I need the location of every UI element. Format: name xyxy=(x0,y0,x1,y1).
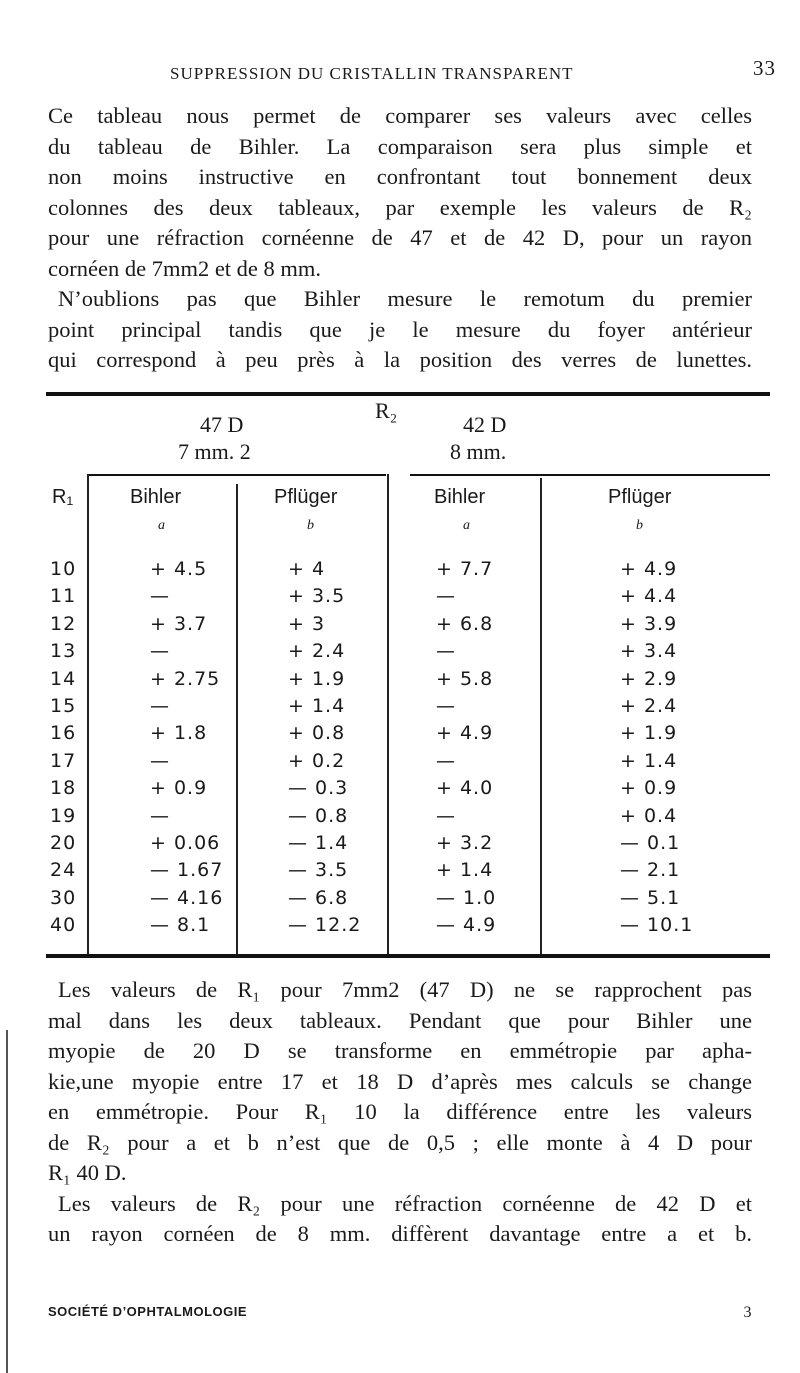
conclusion-line: mal dans les deux tableaux. Pendant que pour Bihler une xyxy=(48,1007,752,1033)
bihler-a-cell: — xyxy=(150,695,170,717)
r1-cell: 13 xyxy=(50,640,77,663)
table-row xyxy=(50,805,770,829)
society-name: SOCIÉTÉ D’OPHTALMOLOGIE xyxy=(48,1304,248,1319)
pfluger-b-cell: — 10.1 xyxy=(620,914,694,937)
col-divider xyxy=(236,484,238,954)
column-header: Pflüger xyxy=(608,486,672,508)
bihler-a-cell: — 1.67 xyxy=(150,859,224,882)
bihler-a-cell: — 8.1 xyxy=(150,914,211,937)
column-sublabel: a xyxy=(463,518,470,533)
bihler-a-cell: — xyxy=(436,585,456,608)
table-row xyxy=(50,777,770,801)
pfluger-b-cell: + 0.4 xyxy=(620,804,678,827)
intro-line: Ce tableau nous permet de comparer ses valeurs avec celles xyxy=(48,103,752,128)
bihler-a-cell: + 5.8 xyxy=(436,667,494,690)
column-sublabel: b xyxy=(307,518,314,533)
pfluger-b-cell: + 0.2 xyxy=(288,749,346,772)
intro-line: pour une réfraction cornéenne de 47 et de 42 D, pour un rayon xyxy=(48,225,752,250)
group2-radius: 8 mm. xyxy=(450,439,507,464)
bihler-a-cell: — xyxy=(150,749,170,772)
page-number: 33 xyxy=(753,56,776,80)
table-row xyxy=(50,613,770,637)
pfluger-b-cell: — 2.1 xyxy=(620,859,681,882)
bihler-a-cell: — xyxy=(150,640,170,663)
conclusion-line: Les valeurs de R₁ pour 7mm2 (47 D) ne se rapprochent pas xyxy=(58,977,752,1002)
pfluger-b-cell: — 1.4 xyxy=(288,832,349,854)
bihler-a-cell: + 2.75 xyxy=(150,667,221,690)
page-edge-shadow xyxy=(6,1030,8,1373)
pfluger-b-cell: — 0.1 xyxy=(620,832,681,854)
pfluger-b-cell: + 1.4 xyxy=(620,749,678,772)
r1-cell: 19 xyxy=(50,804,77,827)
bihler-a-cell: — xyxy=(436,640,456,663)
column-sublabel: a xyxy=(158,518,165,533)
bihler-a-cell: + 4.5 xyxy=(150,558,208,580)
pfluger-b-cell: — 0.8 xyxy=(288,804,349,827)
conclusion-line: myopie de 20 D se transforme en emmétropie par apha- xyxy=(48,1038,752,1063)
pfluger-b-cell: — 6.8 xyxy=(288,886,349,909)
running-title: SUPPRESSION DU CRISTALLIN TRANSPARENT xyxy=(170,64,574,83)
conclusion-line: Les valeurs de R₂ pour une réfraction cornéenne de 42 D et xyxy=(58,1190,752,1216)
intro-line: non moins instructive en confrontant tout bonnement deux xyxy=(48,164,752,189)
pfluger-b-cell: + 2.4 xyxy=(620,695,678,717)
r1-cell: 12 xyxy=(50,612,77,635)
r1-cell: 18 xyxy=(50,777,77,800)
pfluger-b-cell: + 1.9 xyxy=(288,667,346,690)
bihler-a-cell: — 4.9 xyxy=(436,914,497,937)
conclusion-line: R₁ 40 D. xyxy=(48,1160,127,1185)
table-row xyxy=(50,914,770,938)
bihler-a-cell: + 1.4 xyxy=(436,859,494,882)
r1-cell: 30 xyxy=(50,886,77,909)
bihler-a-cell: + 3.2 xyxy=(436,832,494,854)
r1-cell: 10 xyxy=(50,558,77,580)
pfluger-b-cell: + 3 xyxy=(288,612,326,635)
intro-line: colonnes des deux tableaux, par exemple les valeurs de R₂ xyxy=(48,194,752,220)
r1-cell: 40 xyxy=(50,914,77,937)
bihler-a-cell: + 3.7 xyxy=(150,612,208,635)
r1-cell: 17 xyxy=(50,749,77,772)
table-top-rule xyxy=(46,392,770,396)
pfluger-b-cell: + 4 xyxy=(288,558,326,580)
intro-line: point principal tandis que je le mesure du foyer antérieur xyxy=(48,316,752,342)
pfluger-b-cell: + 3.5 xyxy=(288,585,346,608)
bihler-a-cell: + 1.8 xyxy=(150,722,208,745)
bihler-a-cell: + 0.9 xyxy=(150,777,208,800)
group1-power: 47 D xyxy=(200,412,244,437)
column-sublabel: b xyxy=(636,518,643,533)
pfluger-b-cell: + 3.4 xyxy=(620,640,678,663)
column-header: Bihler xyxy=(130,486,182,508)
bihler-a-cell: + 7.7 xyxy=(436,558,494,580)
bihler-a-cell: + 0.06 xyxy=(150,832,221,854)
table-row xyxy=(50,585,770,609)
table-row xyxy=(50,722,770,746)
table-row xyxy=(50,887,770,911)
table-row xyxy=(50,668,770,692)
r1-cell: 15 xyxy=(50,695,77,717)
conclusion-line: un rayon cornéen de 8 mm. diffèrent davantage entre a et b. xyxy=(48,1221,752,1246)
r2-group-label: R₂ xyxy=(375,398,398,423)
pfluger-b-cell: + 4.4 xyxy=(620,585,678,608)
bihler-a-cell: — xyxy=(150,804,170,827)
intro-line: cornéen de 7mm2 et de 8 mm. xyxy=(48,255,322,281)
r1-cell: 20 xyxy=(50,832,77,854)
bihler-a-cell: — 1.0 xyxy=(436,886,497,909)
r1-cell: 14 xyxy=(50,667,77,690)
pfluger-b-cell: + 1.4 xyxy=(288,695,346,717)
group2-power: 42 D xyxy=(463,412,507,437)
pfluger-b-cell: — 12.2 xyxy=(288,914,362,937)
column-header: Bihler xyxy=(434,486,486,508)
group2-rule xyxy=(410,474,770,476)
pfluger-b-cell: + 0.8 xyxy=(288,722,346,745)
pfluger-b-cell: + 0.9 xyxy=(620,777,678,800)
group1-radius: 7 mm. 2 xyxy=(178,439,251,464)
page-footer xyxy=(48,1304,752,1319)
pfluger-b-cell: + 3.9 xyxy=(620,612,678,635)
pfluger-b-cell: + 1.9 xyxy=(620,722,678,745)
bihler-a-cell: + 4.0 xyxy=(436,777,494,800)
intro-line: N’oublions pas que Bihler mesure le remotum du premier xyxy=(58,286,752,311)
r1-cell: 24 xyxy=(50,859,77,882)
table-row xyxy=(50,859,770,883)
group1-rule xyxy=(88,474,386,476)
conclusion-line: de R₂ pour a et b n’est que de 0,5 ; elle monte à 4 D pour xyxy=(48,1129,752,1155)
pfluger-b-cell: — 0.3 xyxy=(288,777,349,800)
column-header: Pflüger xyxy=(274,486,338,508)
pfluger-b-cell: + 2.4 xyxy=(288,640,346,663)
table-row xyxy=(50,558,770,582)
sheet-number: 3 xyxy=(743,1304,752,1321)
table-row xyxy=(50,640,770,664)
bihler-a-cell: + 6.8 xyxy=(436,612,494,635)
conclusion-line: en emmétropie. Pour R₁ 10 la différence entre les valeurs xyxy=(48,1099,752,1124)
bihler-a-cell: — xyxy=(436,804,456,827)
table-bottom-rule xyxy=(46,954,770,958)
bihler-a-cell: — xyxy=(150,585,170,608)
r1-column-label: R₁ xyxy=(52,486,74,508)
bihler-a-cell: — xyxy=(436,695,456,717)
table-row xyxy=(50,695,770,719)
intro-line: du tableau de Bihler. La comparaison sera plus simple et xyxy=(48,133,752,159)
conclusion-line: kie,une myopie entre 17 et 18 D d’après mes calculs se change xyxy=(48,1068,752,1094)
pfluger-b-cell: + 4.9 xyxy=(620,558,678,580)
bihler-a-cell: — 4.16 xyxy=(150,886,224,909)
r1-cell: 11 xyxy=(50,585,77,608)
bihler-a-cell: — xyxy=(436,749,456,772)
bihler-a-cell: + 4.9 xyxy=(436,722,494,745)
intro-paragraph xyxy=(48,101,752,376)
conclusion-paragraph xyxy=(48,975,752,1250)
pfluger-b-cell: — 3.5 xyxy=(288,859,349,882)
r1-cell: 16 xyxy=(50,722,77,745)
pfluger-b-cell: — 5.1 xyxy=(620,886,681,909)
table-row xyxy=(50,750,770,774)
intro-line: qui correspond à peu près à la position des verres de lunettes. xyxy=(48,347,752,372)
pfluger-b-cell: + 2.9 xyxy=(620,667,678,690)
table-row xyxy=(50,832,770,856)
